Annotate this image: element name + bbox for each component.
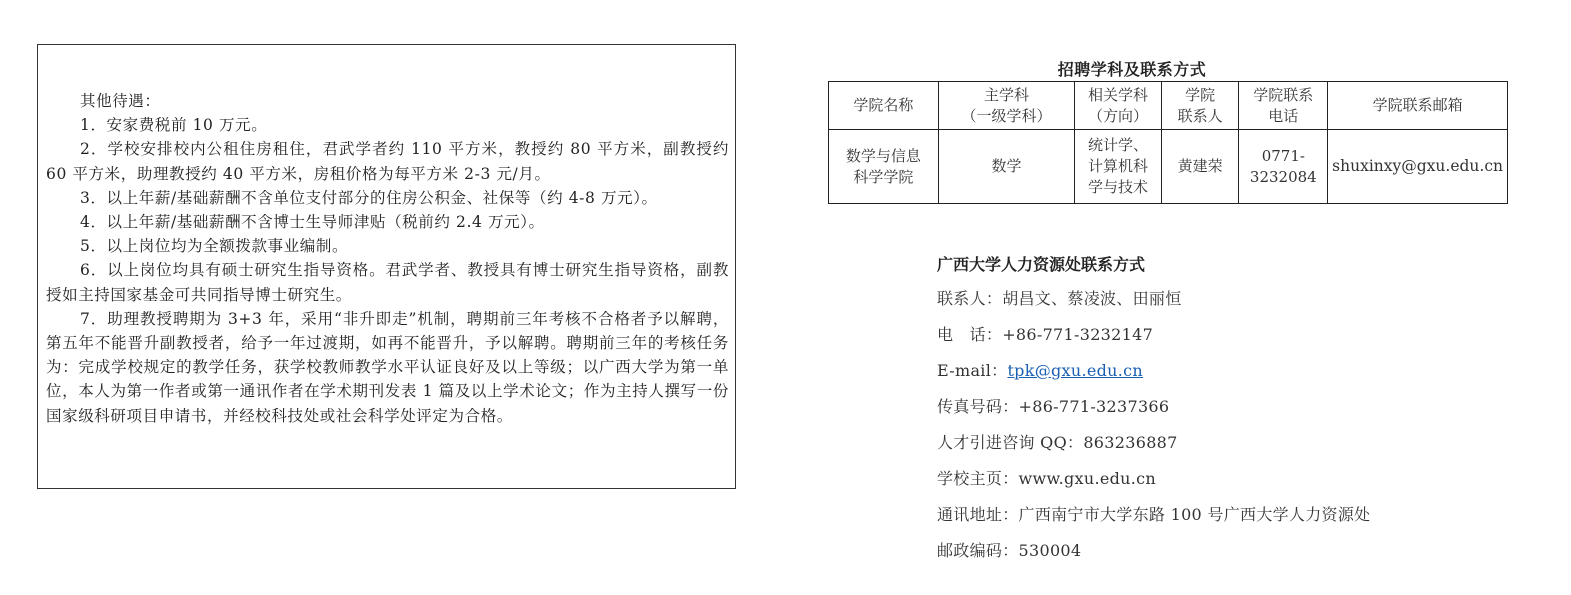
header-discipline-line1: 主学科: [983, 85, 1029, 104]
cell-phone-line1: 0771-: [1261, 146, 1305, 165]
recruit-table: [828, 81, 1508, 204]
phone-value: +86-771-3232147: [1002, 325, 1154, 344]
hr-contact-person: [937, 281, 1370, 317]
postcode-value: 530004: [1018, 541, 1082, 560]
header-college: [829, 82, 939, 130]
header-contact: [1161, 82, 1239, 130]
cell-contact-value: 黄建荣: [1177, 157, 1223, 175]
header-related-line1: 相关学科: [1088, 85, 1149, 104]
phone-label: 电 话：: [937, 325, 1003, 344]
cell-discipline-value: 数学: [991, 157, 1022, 175]
hr-phone: [937, 317, 1370, 353]
postcode-label: 邮政编码：: [937, 541, 1019, 560]
contact-person-value: 胡昌文、蔡凌波、田丽恒: [1002, 289, 1182, 308]
email-link[interactable]: tpk@gxu.edu.cn: [1007, 361, 1144, 380]
header-related: [1075, 82, 1162, 130]
header-college-label: 学院名称: [853, 96, 914, 114]
benefit-item-5: 5．以上岗位均为全额拨款事业编制。: [80, 237, 349, 256]
header-related-line2: （方向）: [1088, 106, 1149, 125]
hr-homepage: [937, 461, 1370, 497]
hr-contact-title: 广西大学人力资源处联系方式: [937, 255, 1146, 274]
header-contact-line2: 联系人: [1177, 106, 1223, 125]
cell-discipline: [938, 130, 1074, 204]
benefits-heading: 其他待遇：: [80, 92, 161, 110]
qq-label: 人才引进咨询 QQ：: [937, 433, 1084, 452]
cell-contact: [1161, 130, 1239, 204]
email-label: E-mail：: [937, 361, 1008, 380]
cell-phone: [1239, 130, 1328, 204]
header-phone-line1: 学院联系: [1253, 85, 1314, 104]
header-discipline-line2: （一级学科）: [961, 106, 1052, 125]
cell-related-line1: 统计学、: [1088, 136, 1149, 154]
qq-value: 863236887: [1083, 433, 1178, 452]
benefit-item-6: 6．以上岗位均具有硕士研究生指导资格。君武学者、教授具有博士研究生指导资格，副教授如主持国家基金可共同指导博士研究生。: [46, 261, 729, 304]
header-contact-line1: 学院: [1185, 85, 1216, 104]
benefit-item-7: 7．助理教授聘期为 3+3 年，采用“非升即走”机制，聘期前三年考核不合格者予以解聘，第五年不能晋升副教授者，给予一年过渡期，如再不能晋升，予以解聘。聘期前三年的考核任务为：完成学校规定的教学任务，获学校教师教学水平认证良好及以上等级；以广西大学为第一单位，本人为第一作者或第一通讯作者在学术期刊发表 1 篇及以上学术论文；作为主持人撰写一份国家级科研项目申请书，并经校科技处或社会科学处评定为合格。: [46, 309, 729, 425]
benefit-item-4: 4．以上年薪/基础薪酬不含博士生导师津贴（税前约 2.4 万元）。: [80, 213, 545, 232]
hr-qq: [937, 425, 1370, 461]
hr-email: [937, 353, 1370, 389]
fax-label: 传真号码：: [937, 397, 1019, 416]
cell-email: [1328, 130, 1508, 204]
benefits-content: [46, 89, 729, 428]
cell-phone-line2: 3232084: [1249, 167, 1317, 186]
header-discipline: [938, 82, 1074, 130]
address-value: 广西南宁市大学东路 100 号广西大学人力资源处: [1018, 505, 1371, 524]
cell-college: [829, 130, 939, 204]
contact-person-label: 联系人：: [937, 289, 1003, 308]
cell-related-line3: 学与技术: [1088, 178, 1149, 196]
table-row: [829, 130, 1508, 204]
cell-college-line2: 科学学院: [853, 167, 914, 186]
header-phone: [1239, 82, 1328, 130]
hr-fax: [937, 389, 1370, 425]
cell-email-value: shuxinxy@gxu.edu.cn: [1332, 157, 1503, 175]
benefits-box: [37, 44, 736, 489]
fax-value: +86-771-3237366: [1018, 397, 1170, 416]
cell-related-line2: 计算机科: [1088, 157, 1149, 175]
hr-postcode: [937, 533, 1370, 569]
homepage-label: 学校主页：: [937, 469, 1019, 488]
address-label: 通讯地址：: [937, 505, 1019, 524]
header-phone-line2: 电话: [1268, 106, 1299, 125]
header-email: [1328, 82, 1508, 130]
cell-related: [1075, 130, 1162, 204]
benefit-item-2: 2．学校安排校内公租住房租住，君武学者约 110 平方米，教授约 80 平方米，副教授约 60 平方米，助理教授约 40 平方米，房租价格为每平方米 2-3 元/月。: [46, 140, 729, 183]
hr-contact-block: [937, 250, 1370, 569]
cell-college-line1: 数学与信息: [845, 146, 921, 165]
benefit-item-3: 3．以上年薪/基础薪酬不含单位支付部分的住房公积金、社保等（约 4-8 万元）。: [80, 188, 658, 207]
hr-address: [937, 497, 1370, 533]
header-email-label: 学院联系邮箱: [1372, 96, 1463, 114]
homepage-value: www.gxu.edu.cn: [1018, 469, 1157, 488]
recruit-table-title: 招聘学科及联系方式: [1057, 60, 1207, 79]
table-header-row: [829, 82, 1508, 130]
benefit-item-1: 1．安家费税前 10 万元。: [80, 116, 268, 135]
